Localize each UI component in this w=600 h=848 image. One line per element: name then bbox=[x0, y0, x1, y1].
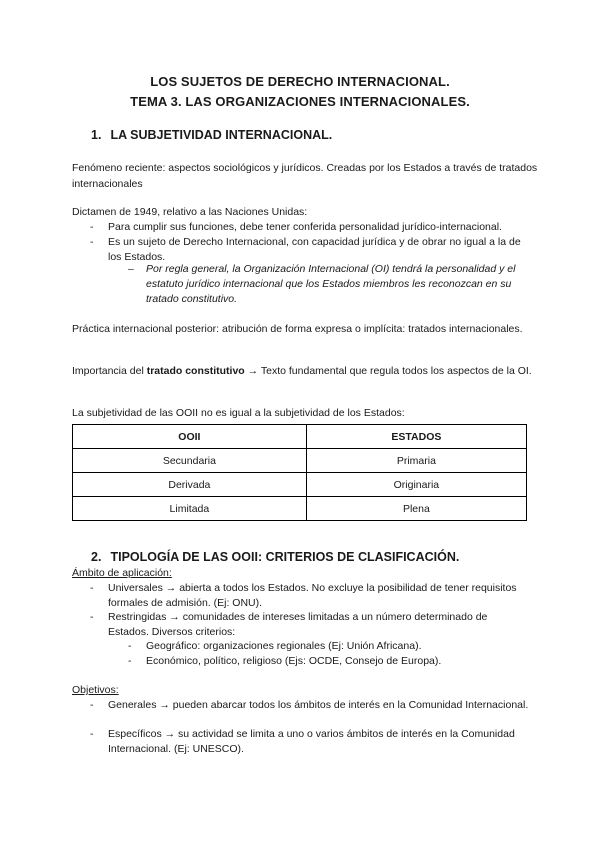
list-item bbox=[90, 220, 530, 235]
sub-list-item-text: Económico, político, religioso (Ejs: OCDE, Consejo de Europa). bbox=[146, 655, 442, 667]
section-1-title: LA SUBJETIVIDAD INTERNACIONAL. bbox=[110, 128, 333, 142]
paragraph-fenomeno: Fenómeno reciente: aspectos sociológicos y jurídicos. Creadas por los Estados a través de tratados internacionales bbox=[72, 162, 538, 190]
bullet-dash: - bbox=[90, 728, 94, 740]
ambito-label: Ámbito de aplicación: bbox=[72, 567, 172, 579]
sub-list-item-text: Por regla general, la Organización Internacional (OI) tendrá la personalidad y el estatuto jurídico internacional que los Estados miembros les reconozcan en su tratado constitutivo. bbox=[146, 263, 516, 305]
table-header-row bbox=[73, 425, 527, 449]
sub-list-item-text: Geográfico: organizaciones regionales (Ej: Unión Africana). bbox=[146, 640, 422, 652]
importancia-pre: Importancia del bbox=[72, 365, 147, 377]
list-item-text: Universales → abierta a todos los Estados. No excluye la posibilidad de tener requisitos formales de admisión. (Ej: ONU). bbox=[108, 582, 517, 609]
bullet-dash: - bbox=[90, 236, 94, 248]
table-cell: Originaria bbox=[306, 473, 526, 497]
document-title-line-1: LOS SUJETOS DE DERECHO INTERNACIONAL. bbox=[150, 74, 450, 89]
list-item bbox=[90, 581, 530, 611]
list-item bbox=[90, 698, 530, 713]
bullet-dash: - bbox=[128, 640, 132, 652]
bullet-dash: – bbox=[128, 263, 134, 275]
bullet-dash: - bbox=[90, 582, 94, 594]
bullet-dash: - bbox=[90, 611, 94, 623]
sub-list-item bbox=[128, 639, 528, 654]
document-title-line-2: TEMA 3. LAS ORGANIZACIONES INTERNACIONALES. bbox=[130, 94, 470, 109]
comparison-table bbox=[72, 424, 527, 521]
table-row bbox=[73, 473, 527, 497]
list-item-text: Para cumplir sus funciones, debe tener conferida personalidad jurídico-internacional. bbox=[108, 221, 502, 233]
objetivos-label: Objetivos: bbox=[72, 684, 119, 696]
table-header-cell: ESTADOS bbox=[306, 425, 526, 449]
section-1-heading bbox=[91, 128, 332, 142]
table-cell: Primaria bbox=[306, 449, 526, 473]
bullet-dash: - bbox=[128, 655, 132, 667]
table-cell: Derivada bbox=[73, 473, 307, 497]
list-item bbox=[90, 235, 530, 265]
list-item bbox=[90, 610, 530, 640]
paragraph-dictamen: Dictamen de 1949, relativo a las Naciones Unidas: bbox=[72, 206, 308, 218]
list-item-text: Es un sujeto de Derecho Internacional, con capacidad jurídica y de obrar no igual a la de los Estados. bbox=[108, 236, 521, 263]
table-cell: Limitada bbox=[73, 497, 307, 521]
importancia-post: → Texto fundamental que regula todos los aspectos de la OI. bbox=[244, 365, 532, 377]
table-row bbox=[73, 449, 527, 473]
list-item-text: Específicos → su actividad se limita a uno o varios ámbitos de interés en la Comunidad Internacional. (Ej: UNESCO). bbox=[108, 728, 515, 755]
list-item-text: Generales → pueden abarcar todos los ámbitos de interés en la Comunidad Internacional. bbox=[108, 699, 529, 711]
sub-list-item bbox=[128, 654, 528, 669]
importancia-bold: tratado constitutivo bbox=[146, 365, 245, 377]
paragraph-importancia bbox=[72, 364, 542, 380]
list-item bbox=[90, 727, 530, 757]
section-2-number: 2. bbox=[91, 550, 102, 564]
paragraph-subjetividad: La subjetividad de las OOII no es igual a la subjetividad de los Estados: bbox=[72, 407, 405, 419]
section-1-number: 1. bbox=[91, 128, 102, 142]
sub-list-item bbox=[128, 262, 528, 307]
table-cell: Secundaria bbox=[73, 449, 307, 473]
section-2-title: TIPOLOGÍA DE LAS OOII: CRITERIOS DE CLASIFICACIÓN. bbox=[110, 550, 460, 564]
section-2-heading bbox=[91, 550, 459, 564]
table-cell: Plena bbox=[306, 497, 526, 521]
table-header-cell: OOII bbox=[73, 425, 307, 449]
list-item-text: Restringidas → comunidades de intereses limitadas a un número determinado de Estados. Diversos criterios: bbox=[108, 611, 488, 638]
bullet-dash: - bbox=[90, 221, 94, 233]
bullet-dash: - bbox=[90, 699, 94, 711]
table-row bbox=[73, 497, 527, 521]
paragraph-practica: Práctica internacional posterior: atribución de forma expresa o implícita: tratados internacionales. bbox=[72, 323, 523, 335]
